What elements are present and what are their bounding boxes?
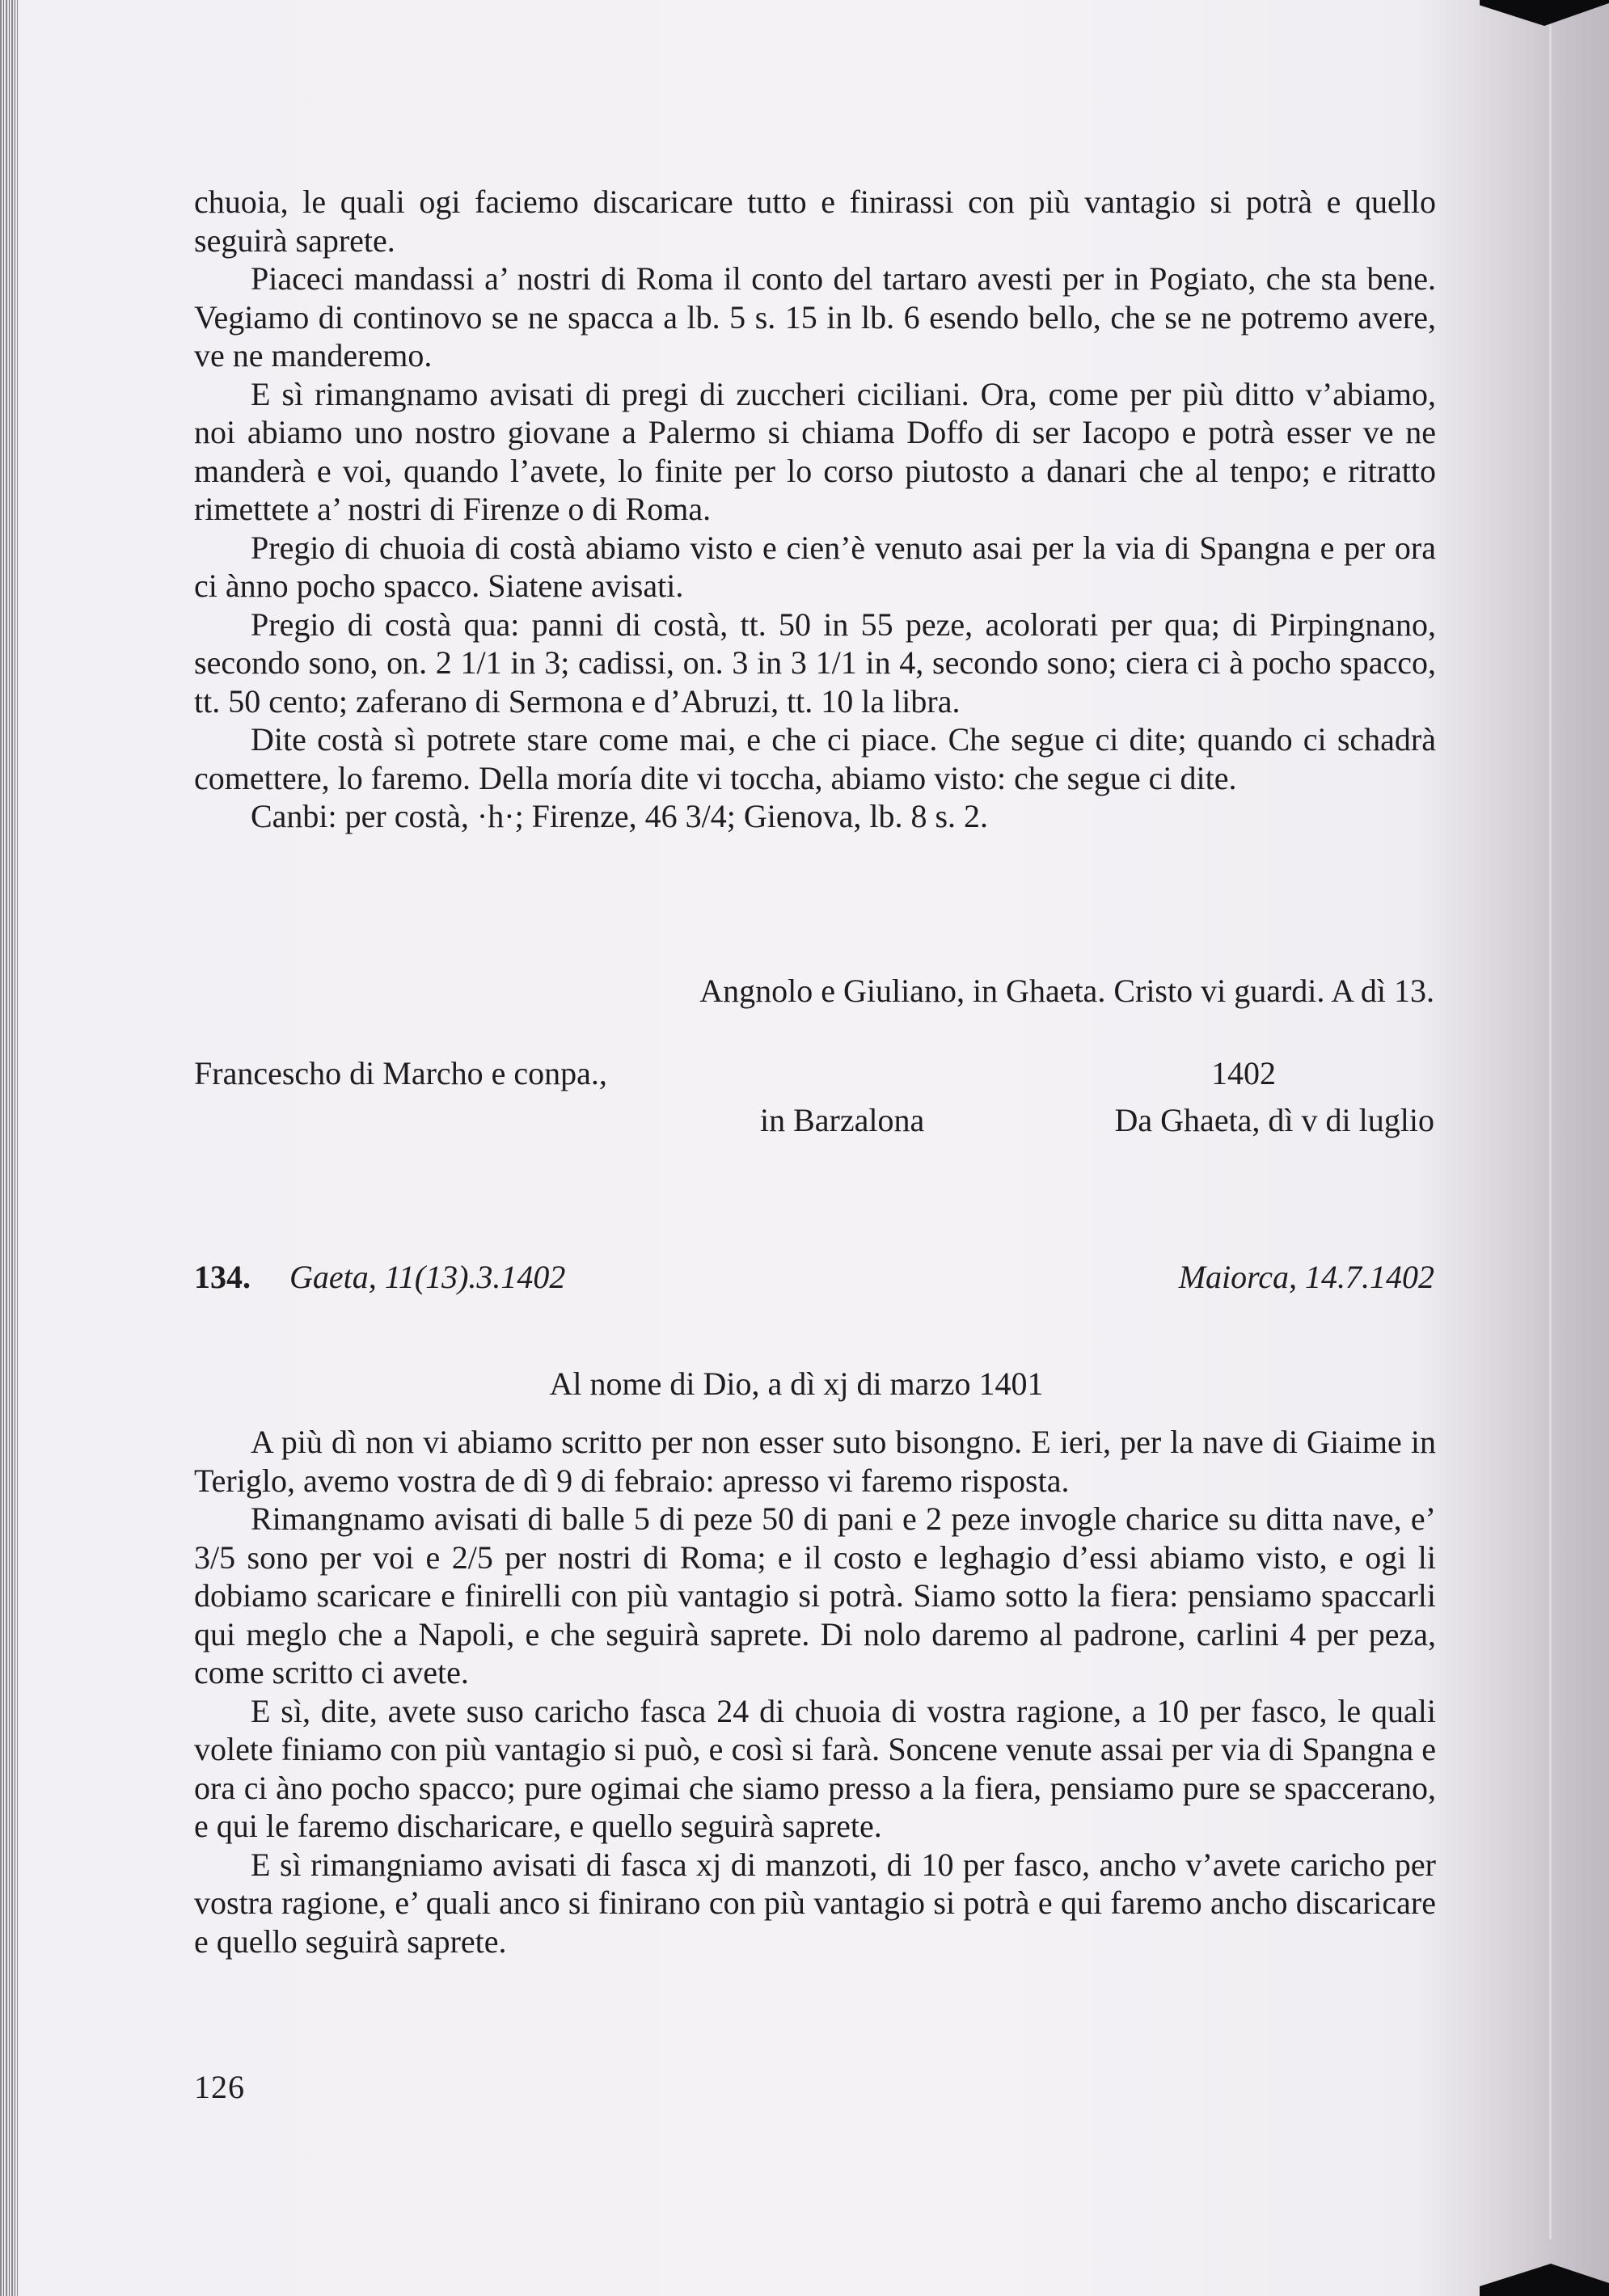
letter-number: 134. xyxy=(194,1259,251,1295)
address-recipient: Francescho di Marcho e conpa., xyxy=(194,1055,607,1091)
paragraph: Dite costà sì potrete stare come mai, e che ci piace. Che segue ci dite; quando ci schadrà comettere, lo faremo. Della moría dite vi toccha, abiamo visto: che segue ci dite. xyxy=(194,721,1436,796)
origin-date: Gaeta, 11(13).3.1402 xyxy=(289,1259,566,1295)
paragraph: A più dì non vi abiamo scritto per non esser suto bisongno. E ieri, per la nave di Giaime in Teriglo, avemo vostra de dì 9 di febraio: apresso vi faremo risposta. xyxy=(194,1424,1436,1499)
paragraph: Pregio di chuoia di costà abiamo visto e cien’è venuto asai per la via di Spangna e per ora ci ànno pocho spacco. Siatene avisati. xyxy=(194,529,1436,604)
paragraph: Canbi: per costà, ·h·; Firenze, 46 3/4; Gienova, lb. 8 s. 2. xyxy=(251,798,989,834)
letter-134-body xyxy=(194,1423,1436,1960)
paragraph: E sì rimangnamo avisati di pregi di zuccheri ciciliani. Ora, come per più ditto v’abiamo, noi abiamo uno nostro giovane a Palermo si chiama Doffo di ser Iacopo e potrà esser ve ne manderà e voi, quando l’avete, lo finite per lo corso piutosto a danari che al tenpo; e ritratto rimettete a’ nostri di Firenze o di Roma. xyxy=(194,375,1436,527)
invocation-wrap xyxy=(0,1365,1609,1403)
address-year: 1402 xyxy=(1211,1055,1276,1091)
letter-133-body xyxy=(194,183,1436,836)
signature: Angnolo e Giuliano, in Ghaeta. Cristo vi guardi. A dì 13. xyxy=(699,973,1434,1009)
received-note: Da Ghaeta, dì v di luglio xyxy=(1114,1102,1434,1138)
scan-background-top xyxy=(1480,0,1609,26)
arrival-date: Maiorca, 14.7.1402 xyxy=(1178,1259,1434,1295)
paragraph: Rimangnamo avisati di balle 5 di peze 50 di pani e 2 peze invogle charice su ditta nave, e’ 3/5 sono per voi e 2/5 per nostri di Roma; e il costo e leghagio d’essi abiamo visto, e ogi li dobiamo scaricare e finirelli con più vantagio si potrà. Siamo sotto la fiera: pensiamo spaccarli qui meglo che a Napoli, e che seguirà saprete. Di nolo daremo al padrone, carlini 4 per peza, come scritto ci avete. xyxy=(194,1500,1436,1690)
paragraph: chuoia, le quali ogi faciemo discaricare tutto e finirassi con più vantagio si potrà e quello seguirà saprete. xyxy=(194,184,1436,259)
paragraph: E sì rimangniamo avisati di fasca xj di manzoti, di 10 per fasco, ancho v’avete caricho per vostra ragione, e’ quali anco si finirano con più vantagio si potrà e qui faremo ancho discaricare e quello seguirà saprete. xyxy=(194,1846,1436,1960)
paragraph: Pregio di costà qua: panni di costà, tt. 50 in 55 peze, acolorati per qua; di Pirpingnano, secondo sono, on. 2 1/1 in 3; cadissi, on. 3 in 3 1/1 in 4, secondo sono; ciera ci à pocho spacco, tt. 50 cento; zaferano di Sermona e d’Abruzi, tt. 10 la libra. xyxy=(194,606,1436,720)
next-page-fold xyxy=(1549,24,1552,2239)
scan-background-bottom xyxy=(1480,2264,1609,2296)
page-stack-edge xyxy=(0,0,18,2296)
paragraph: Piaceci mandassi a’ nostri di Roma il conto del tartaro avesti per in Pogiato, che sta bene. Vegiamo di continovo se ne spacca a lb. 5 s. 15 in lb. 6 esendo bello, che se ne potremo avere, ve ne manderemo. xyxy=(194,260,1436,374)
paragraph: E sì, dite, avete suso caricho fasca 24 di chuoia di vostra ragione, a 10 per fasco, le quali volete finiamo con più vantagio si può, e così si farà. Soncene venute assai per via di Spangna e ora ci àno pocho spacco; pure ogimai che siamo presso a la fiera, pensiamo pure se spaccerano, e qui le faremo dischariсare, e quello seguirà saprete. xyxy=(194,1692,1436,1844)
invocation: Al nome di Dio, a dì xj di marzo 1401 xyxy=(549,1365,1044,1402)
page-number: 126 xyxy=(194,2069,245,2105)
address-place: in Barzalona xyxy=(760,1102,925,1138)
